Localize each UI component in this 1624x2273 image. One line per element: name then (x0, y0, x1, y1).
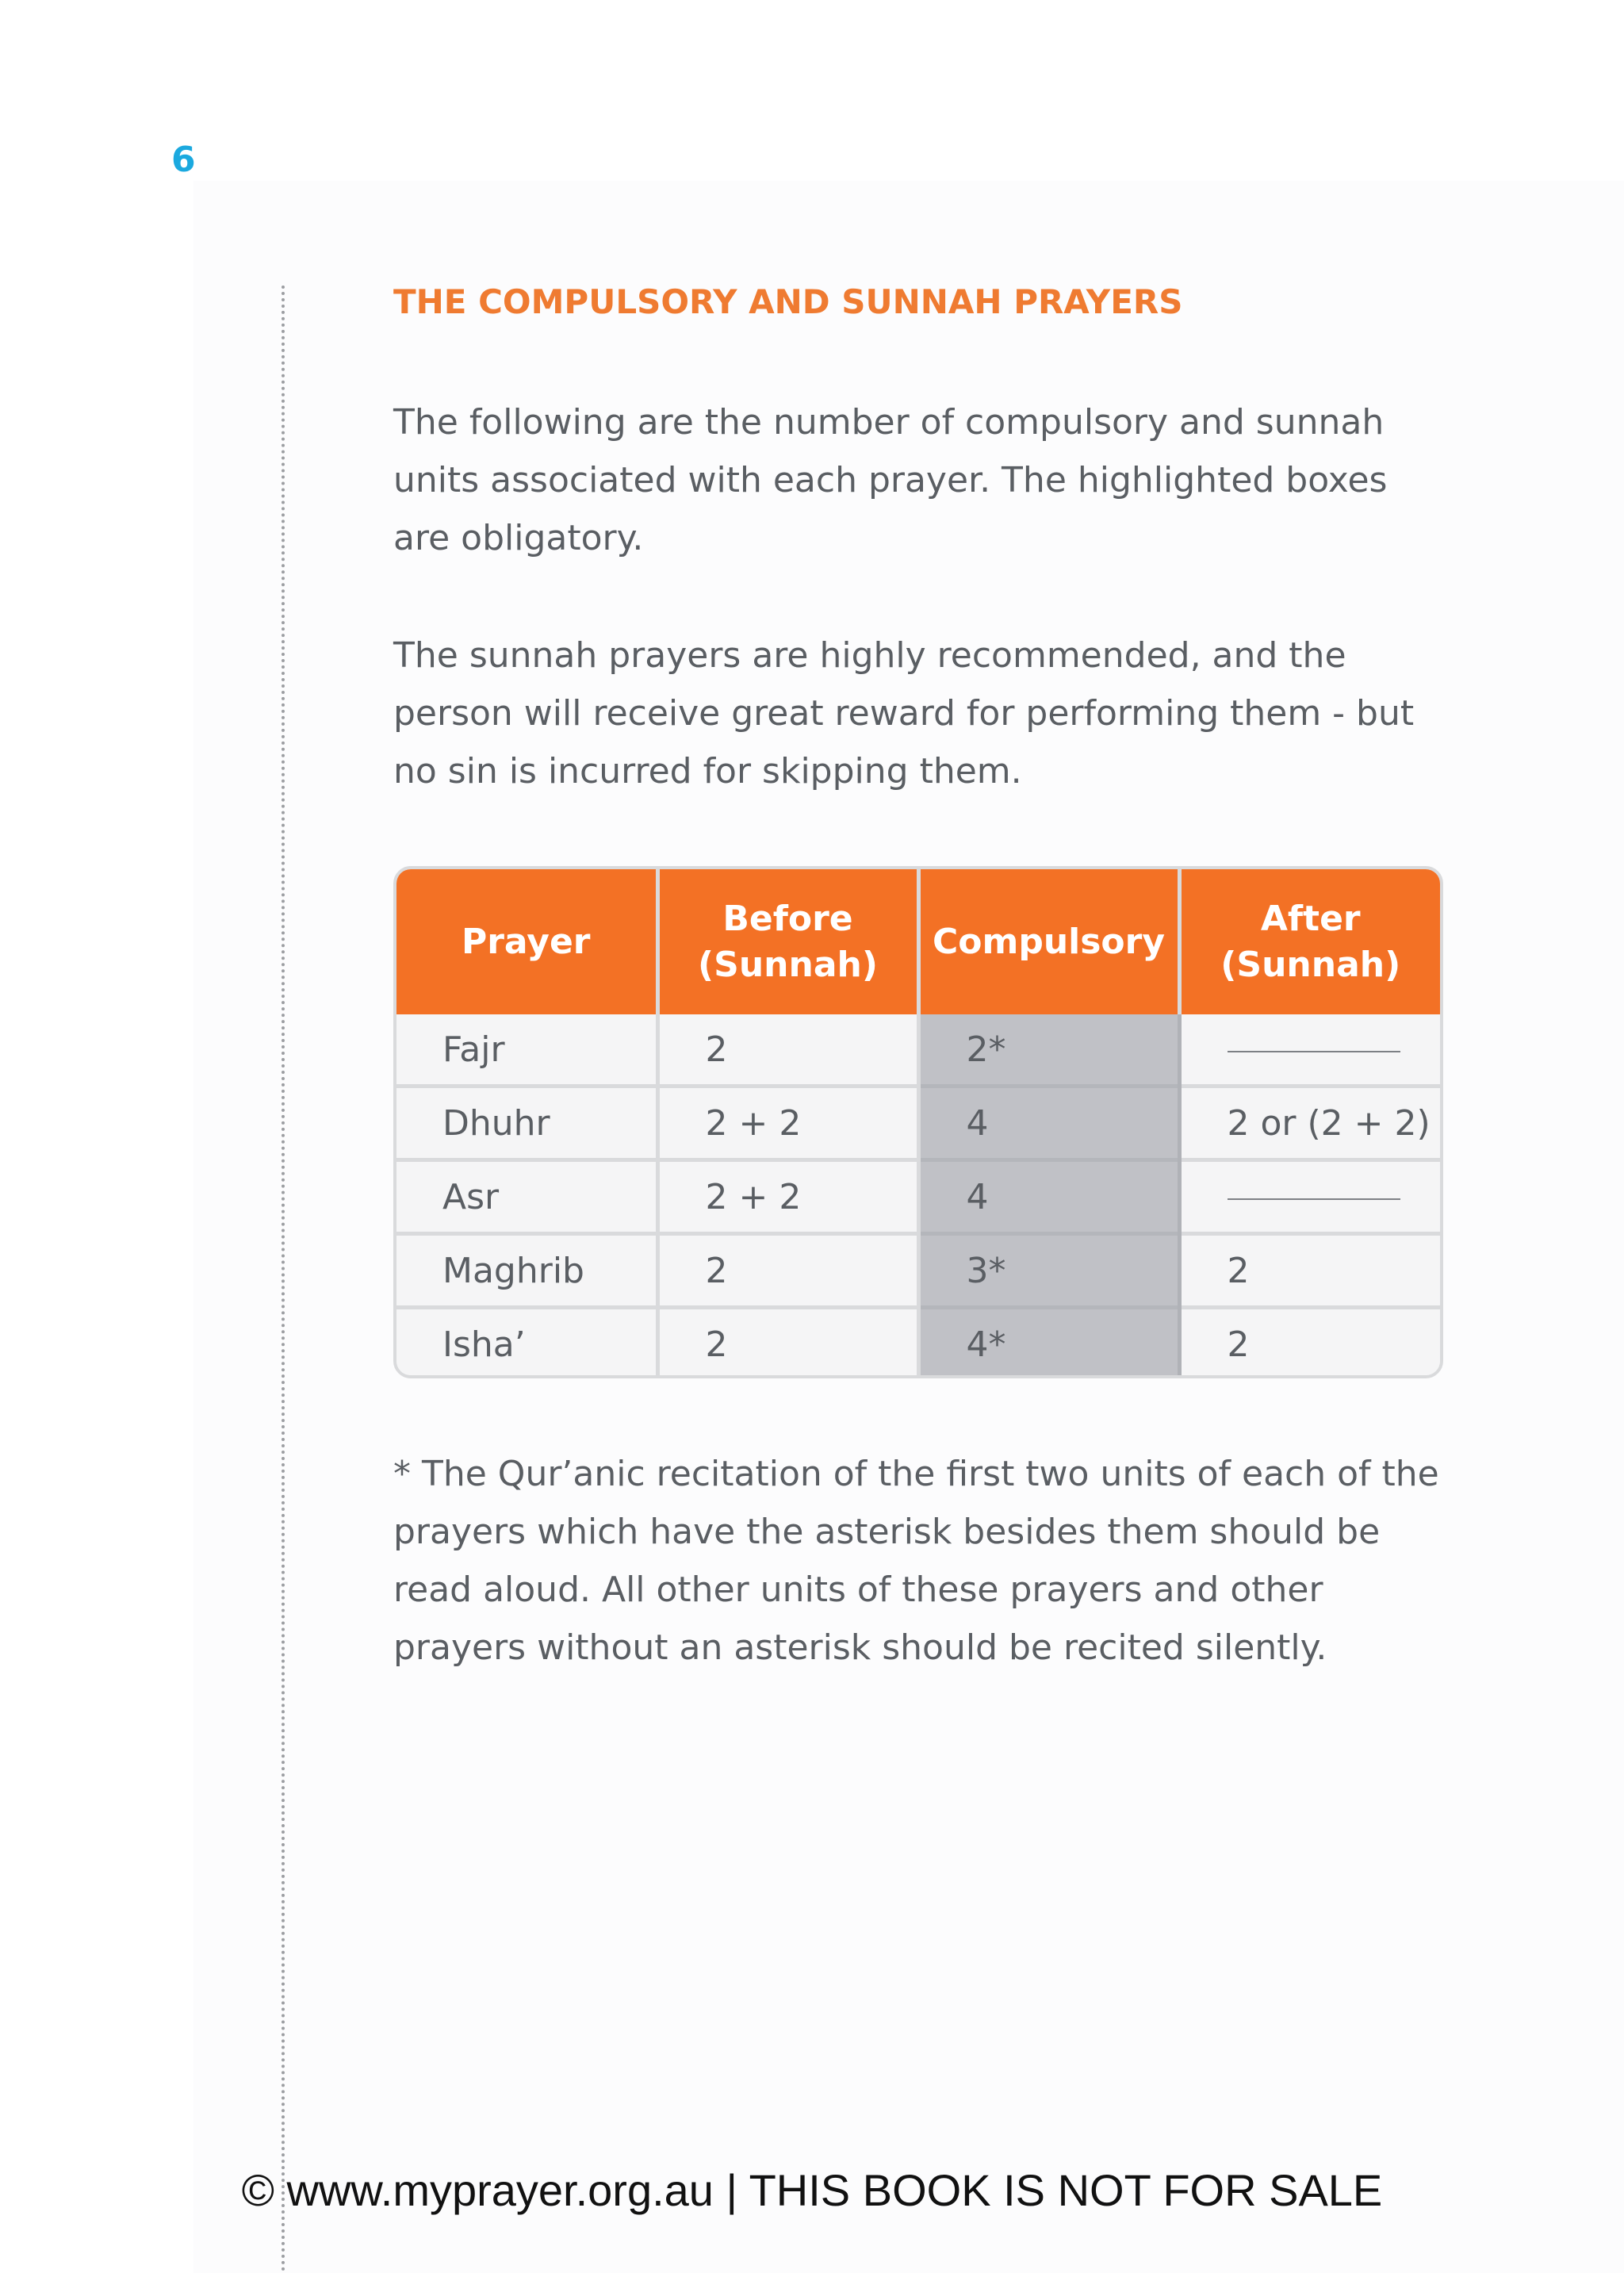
cell-before: 2 + 2 (657, 1087, 918, 1160)
cell-prayer: Dhuhr (396, 1087, 657, 1160)
cell-before: 2 (657, 1234, 918, 1308)
cell-compulsory: 4 (918, 1160, 1179, 1234)
section-title: THE COMPULSORY AND SUNNAH PRAYERS (393, 282, 1183, 321)
table-row (396, 1308, 1440, 1379)
cell-compulsory: 2* (918, 1014, 1179, 1087)
table-row (396, 1234, 1440, 1308)
cell-before: 2 + 2 (657, 1160, 918, 1234)
cell-prayer: Maghrib (396, 1234, 657, 1308)
cell-compulsory: 4 (918, 1087, 1179, 1160)
cell-compulsory: 4* (918, 1308, 1179, 1379)
cell-after: 2 (1179, 1308, 1440, 1379)
cell-compulsory: 3* (918, 1234, 1179, 1308)
cell-prayer: Asr (396, 1160, 657, 1234)
cell-before: 2 (657, 1014, 918, 1087)
page-number: 6 (171, 140, 196, 180)
dash-line (1228, 1198, 1400, 1200)
table-row (396, 1087, 1440, 1160)
footnote-paragraph: * The Qur’anic recitation of the first two units of each of the prayers which have the asterisk besides them should be read aloud. All other units of these prayers and other prayers without an asterisk should be recited silently. (393, 1454, 1439, 1668)
dash-line (1228, 1051, 1400, 1052)
header-compulsory: Compulsory (918, 869, 1179, 1014)
cell-after: 2 (1179, 1234, 1440, 1308)
table-row (396, 1160, 1440, 1234)
cell-before: 2 (657, 1308, 918, 1379)
cell-prayer: Fajr (396, 1014, 657, 1087)
table-header-row (396, 869, 1440, 1014)
cell-after: 2 or (2 + 2) (1179, 1087, 1440, 1160)
prayers-table (396, 869, 1440, 1378)
prayers-table-container (393, 866, 1443, 1378)
table-row (396, 1014, 1440, 1087)
dotted-margin-rule (282, 286, 285, 2273)
intro-paragraph: The following are the number of compulsory and sunnah units associated with each prayer. The highlighted boxes are obligatory. (393, 402, 1388, 558)
cell-after (1179, 1014, 1440, 1087)
header-prayer: Prayer (396, 869, 657, 1014)
cell-after (1179, 1160, 1440, 1234)
cell-prayer: Isha’ (396, 1308, 657, 1379)
header-after-sunnah: After (Sunnah) (1179, 869, 1440, 1014)
copyright-footer: © www.myprayer.org.au | THIS BOOK IS NOT FOR SALE (241, 2165, 1383, 2215)
sunnah-paragraph: The sunnah prayers are highly recommended, and the person will receive great reward for performing them - but no sin is incurred for skipping them. (393, 635, 1415, 792)
header-before-sunnah: Before (Sunnah) (657, 869, 918, 1014)
